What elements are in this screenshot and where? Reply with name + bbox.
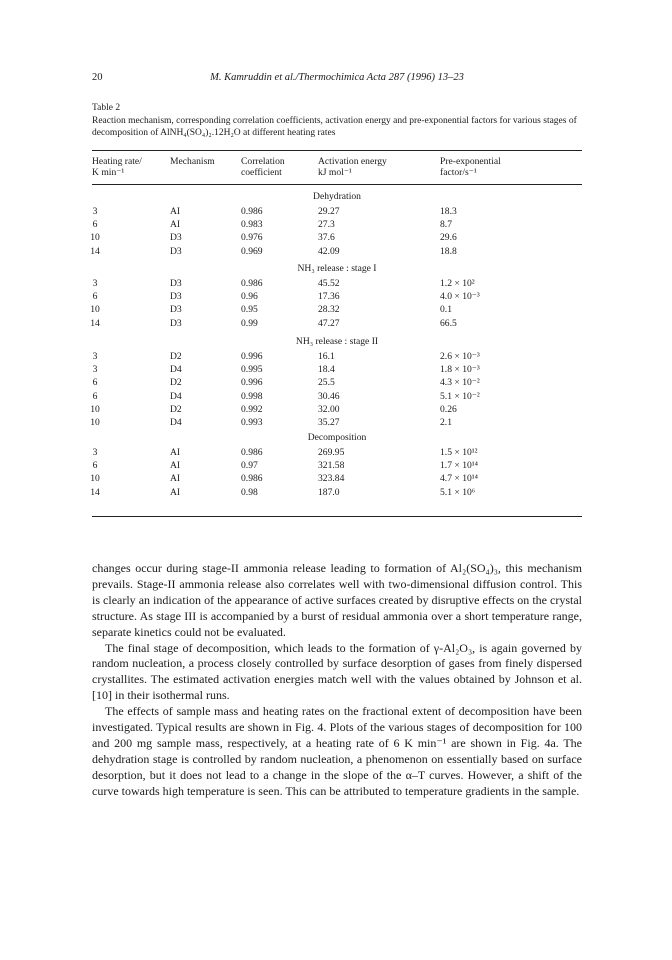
table-cell: 0.995	[241, 364, 263, 376]
table-cell: 0.969	[241, 245, 263, 257]
column-header-unit: coefficient	[241, 167, 282, 178]
table-cell: 0.986	[241, 206, 263, 217]
table-cell: AI	[170, 206, 181, 217]
table-cell: 0.1	[440, 304, 452, 316]
table-cell: 187.0	[318, 486, 340, 498]
group-title: Dehydration	[313, 191, 361, 202]
table-cell: D3	[170, 317, 182, 329]
table-cell: 2.6 × 10⁻³	[440, 351, 480, 362]
table-cell: 0.986	[241, 447, 263, 458]
table-cell: D2	[170, 351, 182, 362]
table-cell: 10	[90, 473, 100, 485]
table-cell: 4.3 × 10⁻²	[440, 377, 480, 389]
table-cell: 29.27	[318, 206, 340, 217]
table-cell: 32.00	[318, 403, 340, 415]
table-cell: 25.5	[318, 377, 335, 389]
table-cell: 2.1	[440, 417, 452, 428]
table-cell: 18.4	[318, 364, 335, 376]
group-title: NH₃ release : stage I	[297, 263, 377, 274]
table-cell: 10	[90, 304, 100, 316]
table-cell: 4.0 × 10⁻³	[440, 291, 480, 303]
table-cell: 6	[92, 460, 98, 472]
column-header: Pre-exponential	[440, 156, 501, 167]
table-cell: 0.996	[241, 377, 263, 389]
table-cell: 35.27	[318, 417, 340, 428]
table-cell: 3	[92, 447, 98, 458]
column-header-unit: K min⁻¹	[92, 167, 125, 178]
table-cell: 0.996	[241, 351, 263, 362]
column-header: Heating rate/	[92, 156, 142, 167]
column-header-unit: kJ mol⁻¹	[318, 167, 352, 178]
table-bottom-rule	[92, 516, 582, 517]
table-cell: 323.84	[318, 473, 345, 485]
table-cell: 66.5	[440, 317, 457, 329]
table-cell: 0.98	[241, 486, 258, 498]
table-cell: 18.8	[440, 245, 457, 257]
table-cell: 16.1	[318, 351, 335, 362]
table-cell: AI	[170, 460, 181, 472]
table-cell: 1.8 × 10⁻³	[440, 364, 480, 376]
table-cell: 0.26	[440, 403, 457, 415]
table-caption-text: Reaction mechanism, corresponding correlation coefficients, activation energy and pre-exponential factors for various stages of decomposition of AlNH₄(SO₄)₂.12H₂O at different heating rates	[92, 115, 577, 138]
table-cell: D4	[170, 390, 182, 402]
table-cell: D3	[170, 291, 182, 303]
table-cell: D3	[170, 304, 182, 316]
table-cell: 5.1 × 10⁻²	[440, 390, 480, 402]
table-cell: 42.09	[318, 245, 340, 257]
column-header: Activation energy	[318, 156, 387, 167]
table-cell: D3	[170, 278, 182, 289]
table-cell: 8.7	[440, 219, 452, 231]
table-cell: 47.27	[318, 317, 340, 329]
body-text	[92, 561, 582, 800]
table-cell: D2	[170, 403, 182, 415]
table-cell: 0.95	[241, 304, 258, 316]
table-cell: 321.58	[318, 460, 345, 472]
table-cell: 37.6	[318, 232, 335, 244]
table-cell: 10	[90, 403, 100, 415]
table-cell: 269.95	[318, 447, 345, 458]
table-cell: 30.46	[318, 390, 340, 402]
table-cell: 3	[92, 351, 98, 362]
running-head: M. Kamruddin et al./Thermochimica Acta 287 (1996) 13–23	[210, 72, 464, 83]
table-cell: 18.3	[440, 206, 457, 217]
table-cell: 3	[92, 364, 98, 376]
table-cell: 6	[92, 219, 98, 231]
table-cell: 0.992	[241, 403, 263, 415]
table-cell: D4	[170, 417, 182, 428]
table-cell: AI	[170, 219, 181, 231]
table-cell: 0.97	[241, 460, 258, 472]
table-cell: 14	[90, 486, 100, 498]
table-cell: AI	[170, 473, 181, 485]
table-header-rule	[92, 184, 582, 185]
column-header: Correlation	[241, 156, 285, 167]
table-cell: 28.32	[318, 304, 340, 316]
page-number: 20	[92, 72, 103, 83]
table-caption	[92, 102, 582, 140]
group-title: Decomposition	[307, 432, 367, 443]
table-cell: 45.52	[318, 278, 340, 289]
table-cell: 0.976	[241, 232, 263, 244]
table-label: Table 2	[92, 103, 121, 113]
group-title: NH₃ release : stage II	[295, 336, 379, 347]
table-cell: 6	[92, 377, 98, 389]
table-cell: 5.1 × 10⁶	[440, 486, 476, 498]
table-cell: 3	[92, 206, 98, 217]
table-cell: AI	[170, 486, 181, 498]
table-cell: 1.2 × 10²	[440, 278, 475, 289]
table-cell: 1.5 × 10¹²	[440, 447, 478, 458]
column-header: Mechanism	[170, 156, 215, 167]
table-cell: 0.998	[241, 390, 263, 402]
column-header-unit: factor/s⁻¹	[440, 167, 477, 178]
table-cell: 0.986	[241, 473, 263, 485]
table-top-rule	[92, 150, 582, 151]
paragraph: The effects of sample mass and heating rates on the fractional extent of decomposition have been investigated. Typical results are shown in Fig. 4. Plots of the various stages of decomposition for 100 and 200 mg sample mass, respectively, at a heating rate of 6 K min⁻¹ are shown in Fig. 4a. The dehydration stage is controlled by random nucleation, a phenomenon on essentially based on surface desorption, but it does not lead to a change in the slope of the α–T curves. However, a shift of the curve towards high temperature is seen. This can be attributed to temperature gradients in the sample.	[92, 704, 582, 798]
table-cell: 1.7 × 10¹⁴	[440, 460, 479, 472]
table-cell: 6	[92, 291, 98, 303]
table-cell: 6	[92, 390, 98, 402]
table-cell: 4.7 × 10¹⁴	[440, 473, 479, 485]
table-cell: D2	[170, 377, 182, 389]
table-cell: 0.99	[241, 317, 258, 329]
table-cell: 3	[92, 278, 98, 289]
table-cell: 29.6	[440, 232, 457, 244]
table-cell: 0.983	[241, 219, 263, 231]
table-cell: 10	[90, 232, 100, 244]
table-cell: 14	[90, 245, 100, 257]
table-cell: D3	[170, 232, 182, 244]
table-cell: 17.36	[318, 291, 340, 303]
table-cell: 0.986	[241, 278, 263, 289]
table-cell: 0.96	[241, 291, 258, 303]
table-cell: 14	[90, 317, 100, 329]
page-header	[92, 72, 582, 86]
table-cell: 27.3	[318, 219, 335, 231]
table-cell: D4	[170, 364, 182, 376]
table-cell: AI	[170, 447, 181, 458]
table-cell: 0.993	[241, 417, 263, 428]
paragraph: changes occur during stage-II ammonia release leading to formation of Al₂(SO₄)₃, this mechanism prevails. Stage-II ammonia release also correlates well with two-dimensional diffusion control. This is clearly an indication of the appearance of active surfaces created by disruptive effects on the crystal structure. As stage III is accompanied by a burst of residual ammonia over a short temperature range, separate kinetics could not be evaluated.	[92, 561, 582, 639]
table-cell: 10	[90, 417, 100, 428]
paragraph: The final stage of decomposition, which leads to the formation of γ-Al₂O₃, is again governed by random nucleation, a process closely controlled by surface desorption of gases from finely dispersed crystallites. The estimated activation energies match well with the values obtained by Johnson et al. [10] in their isothermal runs.	[92, 640, 582, 703]
table-cell: D3	[170, 245, 182, 257]
